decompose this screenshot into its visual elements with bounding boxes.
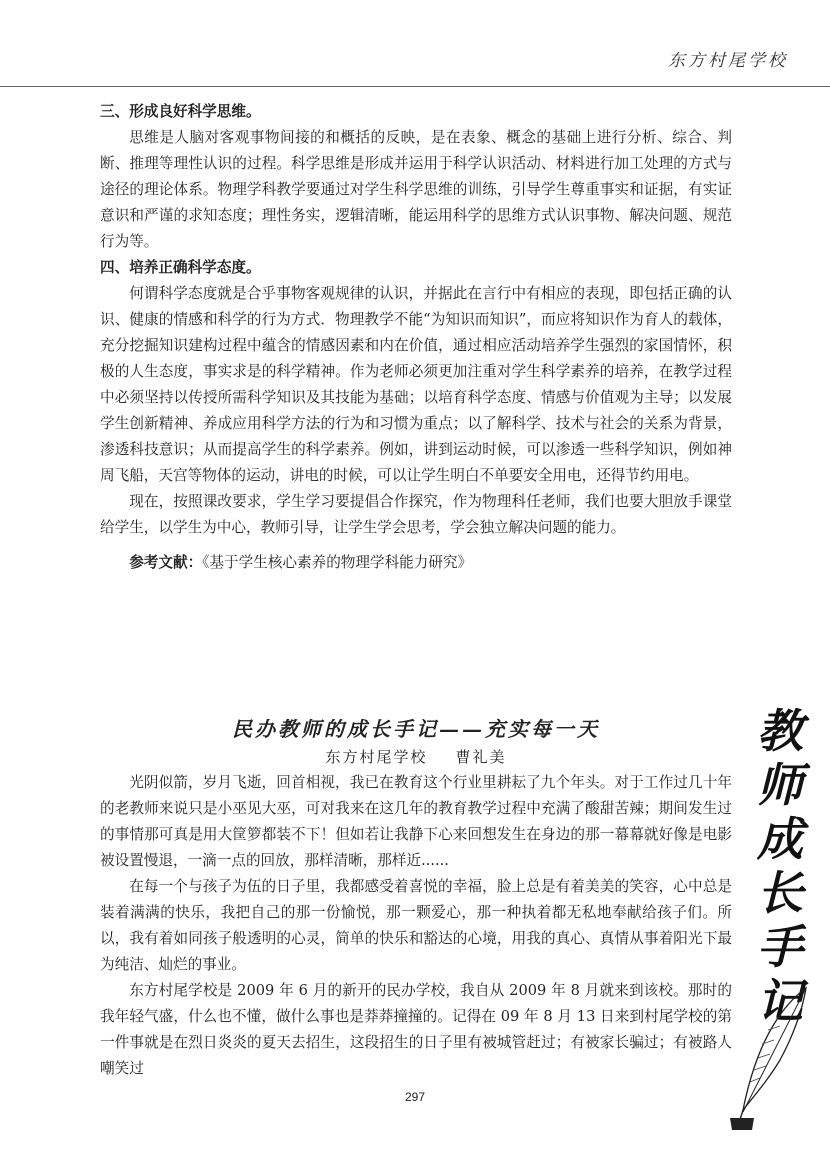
calligraphy-char: 手 xyxy=(757,920,803,974)
calligraphy-char: 教 xyxy=(757,704,803,758)
article-paragraph-3: 东方村尾学校是 2009 年 6 月的新开的民办学校，我自从 2009 年 8 月就来到该校。那时的我年轻气盛，什么也不懂，做什么事也是莽莽撞撞的。记得在 09 年 8 月 13 日来到村尾学校的第一件事就是在烈日炎炎的夏天去招生，这段招生的日子里有被城管赶过；有被家长骗过；有被路人嘲笑过 xyxy=(100,982,732,1077)
article xyxy=(100,714,732,1082)
article-title: 民办教师的成长手记——充实每一天 xyxy=(232,717,600,741)
article-paragraph-2: 在每一个与孩子为伍的日子里，我都感受着喜悦的幸福，脸上总是有着美美的笑容，心中总是装着满满的快乐，我把自己的那一份愉悦，那一颗爱心，那一种执着都无私地奉献给孩子们。所以，我有着如同孩子般透明的心灵，简单的快乐和豁达的心境，用我的真心、真情从事着阳光下最为纯洁、灿烂的事业。 xyxy=(100,878,732,973)
calligraphy-char: 长 xyxy=(757,866,803,920)
section-four-heading: 四、培养正确科学态度。 xyxy=(100,259,261,276)
calligraphy-char: 师 xyxy=(757,758,803,812)
section-four xyxy=(100,255,732,541)
page-number: 297 xyxy=(404,1090,426,1104)
references-label: 参考文献： xyxy=(129,554,203,571)
side-calligraphy-title xyxy=(738,704,822,1028)
article-author: 曹礼美 xyxy=(455,748,507,766)
section-four-paragraph: 何谓科学态度就是合乎事物客观规律的认识，并据此在言行中有相应的表现，即包括正确的认识、健康的情感和科学的行为方式．物理教学不能“为知识而知识”，而应将知识作为育人的载体，充分挖掘知识建构过程中蕴含的情感因素和内在价值，通过相应活动培养学生强烈的家国情怀，积极的人生态度，事实求是的科学精神。作为老师必须更加注重对学生科学素养的培养，在教学过程中必须坚持以传授所需科学知识及其技能为基础；以培育科学态度、情感与价值观为主导；以发展学生创新精神、养成应用科学方法的行为和习惯为重点；以了解科学、技术与社会的关系为背景，渗透科技意识；从而提高学生的科学素养。例如，讲到运动时候，可以渗透一些科学知识，例如神周飞船，天宫等物体的运动，讲电的时候，可以让学生明白不单要安全用电，还得节约用电。 xyxy=(100,285,732,484)
article-paragraph-1: 光阴似箭，岁月飞逝，回首相视，我已在教育这个行业里耕耘了九个年头。对于工作过几十年的老教师来说只是小巫见大巫，可对我来在这几年的教育教学过程中充满了酸甜苦辣；期间发生过的事情那可真是用大筐箩都装不下！但如若让我静下心来回想发生在身边的那一幕幕就好像是电影被设置慢退，一滴一点的回放，那样清晰，那样近...... xyxy=(100,774,732,869)
section-three-heading: 三、形成良好科学思维。 xyxy=(100,103,261,120)
feather-quill-icon xyxy=(728,984,812,1138)
calligraphy-char: 成 xyxy=(757,812,803,866)
header-school-name: 东方村尾学校 xyxy=(668,51,788,71)
section-three-paragraph: 思维是人脑对客观事物间接的和概括的反映，是在表象、概念的基础上进行分析、综合、判断、推理等理性认识的过程。科学思维是形成并运用于科学认识活动、材料进行加工处理的方式与途径的理论体系。物理学科教学要通过对学生科学思维的训练，引导学生尊重事实和证据，有实证意识和严谨的求知态度；理性务实，逻辑清晰，能运用科学的思维方式认识事物、解决问题、规范行为等。 xyxy=(100,129,732,250)
section-three xyxy=(100,99,732,255)
references xyxy=(100,550,732,576)
article-byline xyxy=(100,744,732,770)
calligraphy-char: 记 xyxy=(757,974,803,1028)
article-school: 东方村尾学校 xyxy=(325,748,428,766)
reference-item: 《基于学生核心素养的物理学科能力研究》 xyxy=(202,554,473,571)
section-four-closing: 现在，按照课改要求，学生学习要提倡合作探究，作为物理科任老师，我们也要大胆放手课堂给学生，以学生为中心，教师引导，让学生学会思考，学会独立解决问题的能力。 xyxy=(100,493,732,536)
header-divider xyxy=(0,86,830,87)
